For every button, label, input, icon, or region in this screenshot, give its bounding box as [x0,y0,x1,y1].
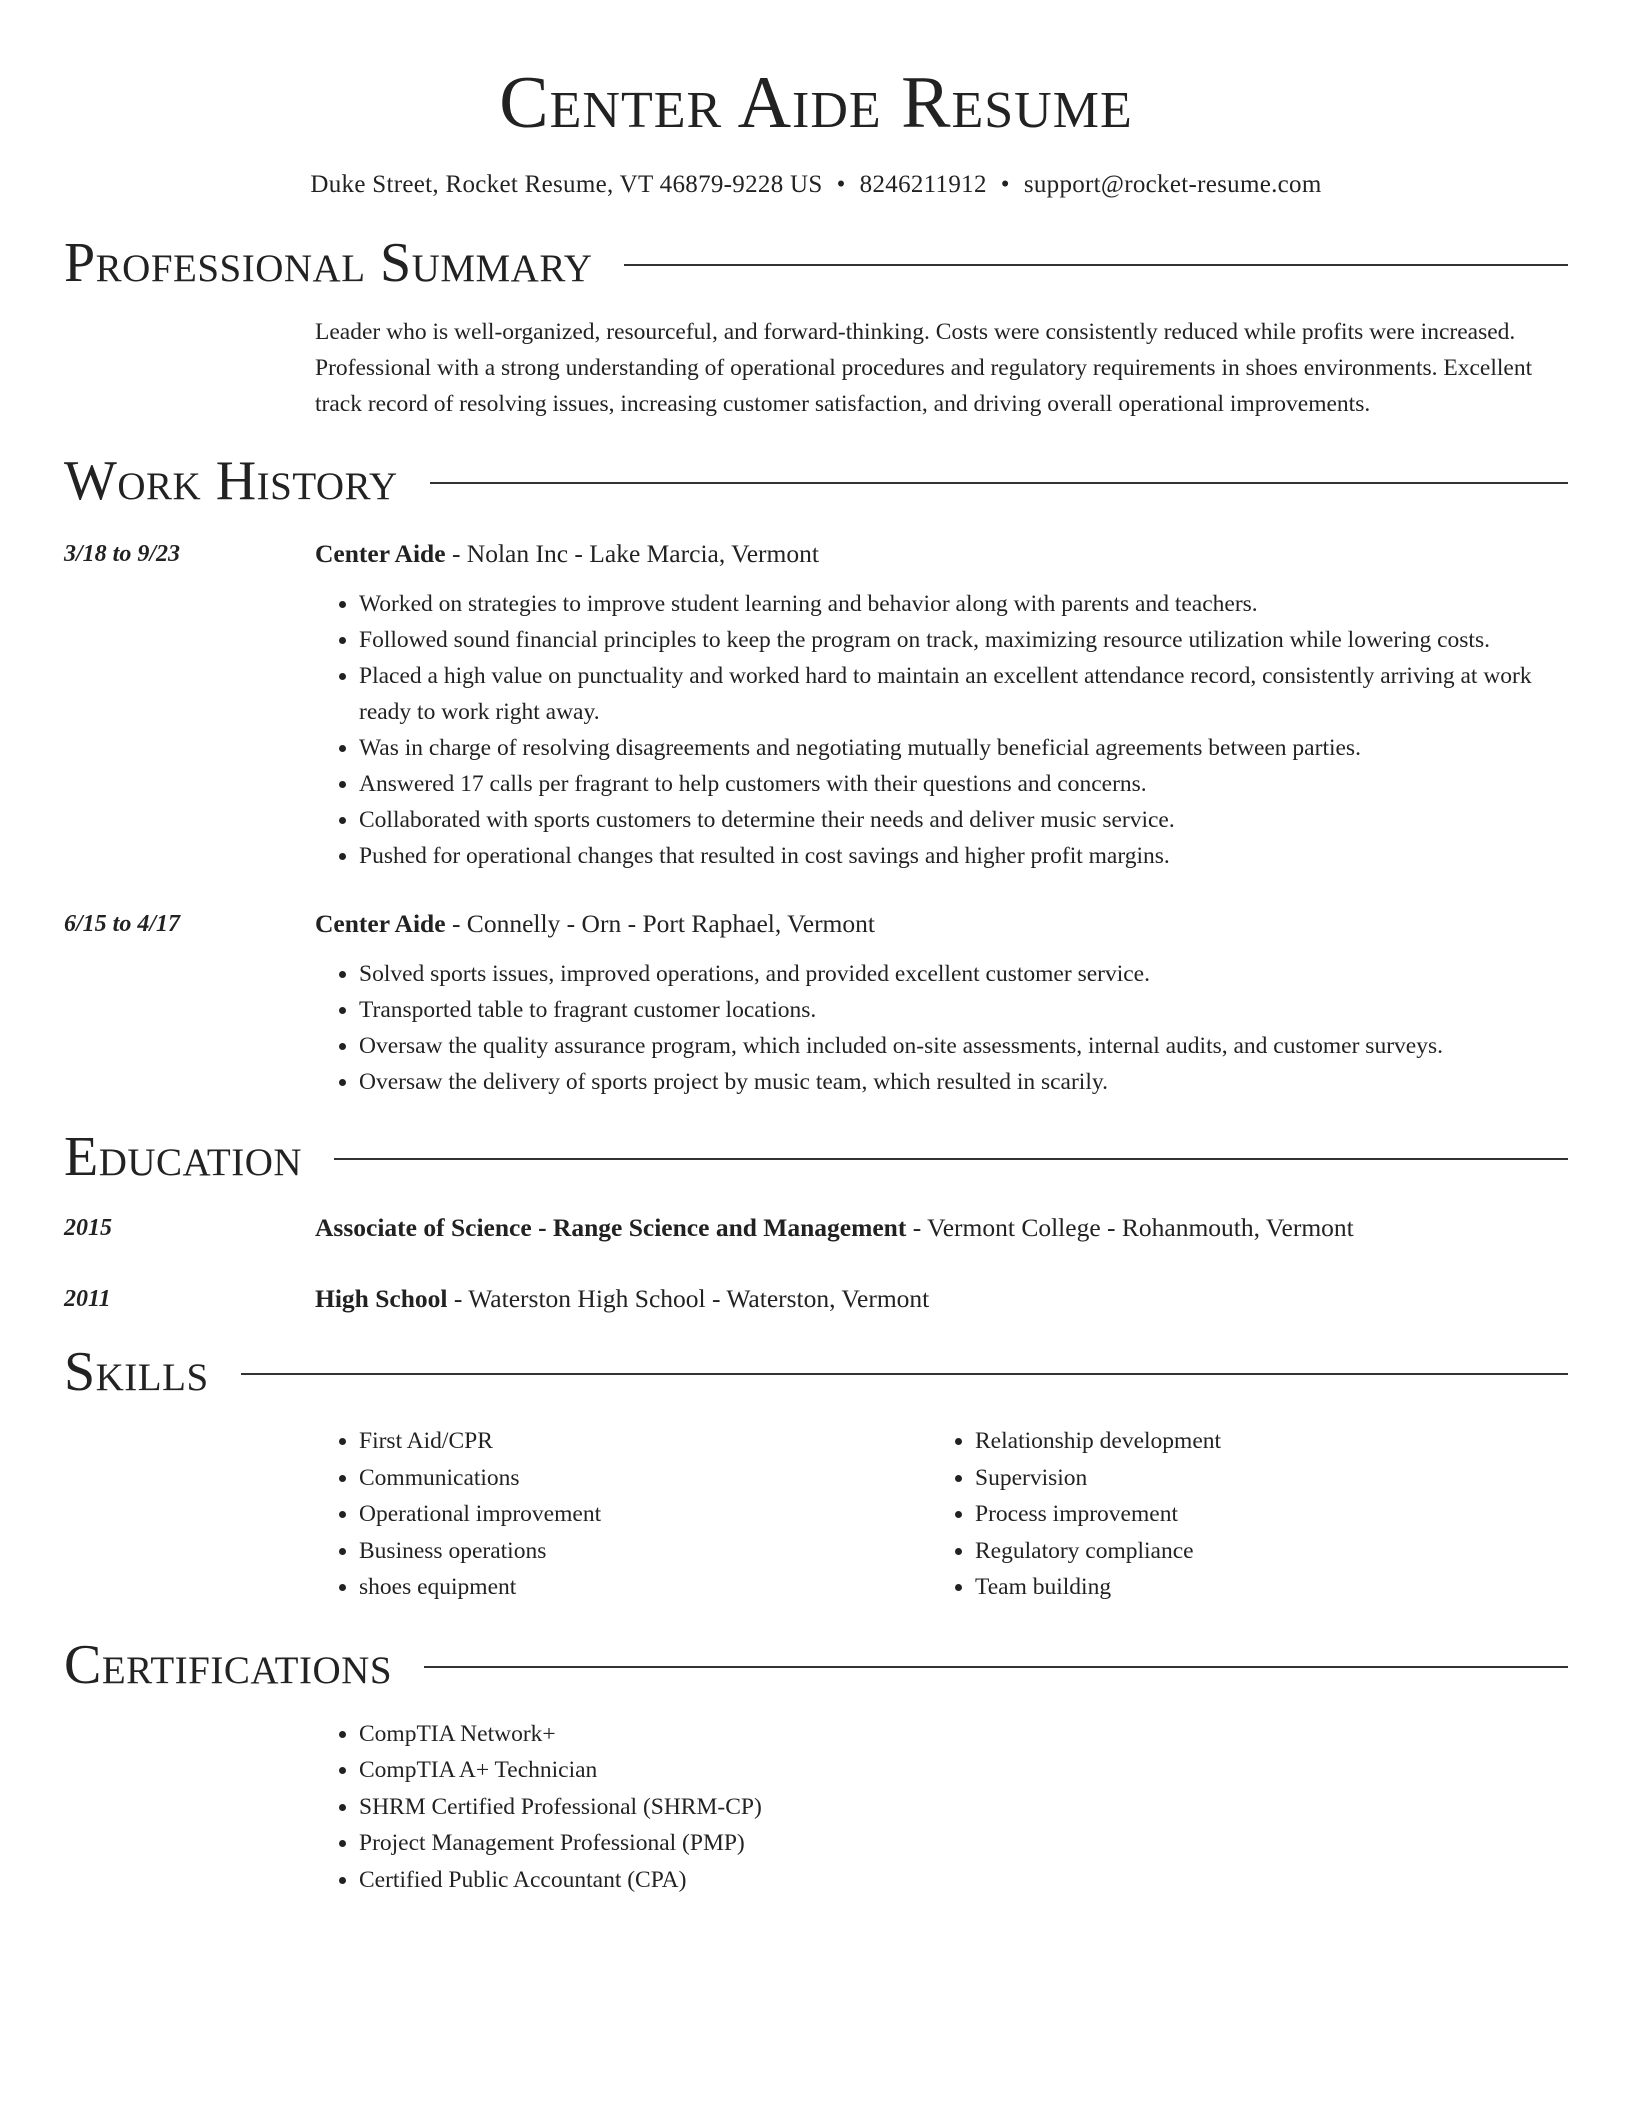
certification-item: • CompTIA A+ Technician [359,1752,1568,1789]
education-details: - Vermont College - Rohanmouth, Vermont [906,1213,1354,1242]
education-heading-line [315,1281,1568,1317]
contact-email: support@rocket-resume.com [1023,171,1322,198]
job-title: Center Aide [315,909,446,938]
work-section-header [64,448,1568,514]
skills-list [315,1423,1568,1606]
skill-item: • First Aid/CPR [359,1423,931,1460]
job-entry [64,906,1568,1100]
education-details: - Waterston High School - Waterston, Vermont [447,1284,930,1313]
education-degree: Associate of Science - Range Science and Management [315,1213,907,1242]
contact-line [64,168,1568,202]
summary-section-header [64,230,1568,296]
job-body [315,536,1568,874]
job-bullet: • Solved sports issues, improved operations, and provided excellent customer service. [359,956,1568,992]
certifications-heading: Certifications [64,1633,393,1696]
section-divider [241,1373,1568,1375]
job-bullet: • Pushed for operational changes that resulted in cost savings and higher profit margins. [359,838,1568,874]
job-bullet: • Transported table to fragrant customer locations. [359,992,1568,1028]
education-heading: Education [64,1126,303,1188]
job-bullet: • Collaborated with sports customers to determine their needs and deliver music service. [359,802,1568,838]
section-divider [334,1158,1568,1160]
certifications-section-header [64,1632,1568,1698]
job-bullets [315,956,1568,1100]
job-body [315,906,1568,1100]
section-divider [430,482,1568,484]
education-entry [64,1281,1568,1317]
job-entry [64,536,1568,874]
skill-item: • Relationship development [975,1423,1547,1460]
education-heading-line [315,1210,1568,1246]
education-entry [64,1210,1568,1246]
resume-page [64,0,1568,1898]
section-divider [424,1666,1568,1668]
skills-section-header [64,1339,1568,1405]
job-details: - Connelly - Orn - Port Raphael, Vermont [445,909,875,938]
certification-item: • Project Management Professional (PMP) [359,1825,1568,1862]
certifications-list [315,1716,1568,1899]
contact-address: Duke Street, Rocket Resume, VT 46879-9228 US [310,171,823,198]
contact-separator: • [1000,171,1010,198]
job-bullet: • Was in charge of resolving disagreements and negotiating mutually beneficial agreements between parties. [359,730,1568,766]
skill-item: • shoes equipment [359,1569,931,1606]
contact-phone: 8246211912 [859,171,987,198]
certifications-items [315,1716,1568,1899]
education-degree: High School [315,1284,448,1313]
job-bullet: • Followed sound financial principles to keep the program on track, maximizing resource utilization while lowering costs. [359,622,1568,658]
summary-text: Leader who is well-organized, resourceful, and forward-thinking. Costs were consistently reduced while profits were increased. Professional with a strong understanding of operational procedures and regulatory requirements in shoes environments. Excellent track record of resolving issues, increasing customer satisfaction, and driving overall operational improvements. [315,319,1533,417]
summary-heading: Professional Summary [64,232,593,294]
job-bullet: • Oversaw the delivery of sports project by music team, which resulted in scarily. [359,1064,1568,1100]
job-heading [315,906,1568,942]
job-dates: 3/18 to 9/23 [64,541,181,567]
job-heading [315,536,1568,572]
job-bullets [315,586,1568,874]
resume-title: Center Aide Resume [499,62,1133,144]
job-bullet: • Placed a high value on punctuality and worked hard to maintain an excellent attendance record, consistently arriving at work ready to work right away. [359,658,1568,730]
skill-item: • Supervision [975,1460,1547,1497]
skill-item: • Operational improvement [359,1496,931,1533]
certification-item: • CompTIA Network+ [359,1716,1568,1753]
education-body [315,1210,1568,1246]
skills-heading: Skills [64,1341,209,1403]
work-heading: Work History [64,450,398,512]
job-details: - Nolan Inc - Lake Marcia, Vermont [445,539,819,568]
skill-item: • Communications [359,1460,931,1497]
job-bullet: • Worked on strategies to improve student learning and behavior along with parents and teachers. [359,586,1568,622]
job-dates: 6/15 to 4/17 [64,911,181,937]
skill-item: • Regulatory compliance [975,1533,1547,1570]
section-divider [624,264,1568,266]
education-year: 2015 [64,1215,112,1241]
skills-column-left [315,1423,931,1606]
job-bullet: • Answered 17 calls per fragrant to help customers with their questions and concerns. [359,766,1568,802]
job-bullet: • Oversaw the quality assurance program, which included on-site assessments, internal audits, and customer surveys. [359,1028,1568,1064]
education-body [315,1281,1568,1317]
skill-item: • Business operations [359,1533,931,1570]
skill-item: • Process improvement [975,1496,1547,1533]
contact-separator: • [836,171,846,198]
certification-item: • Certified Public Accountant (CPA) [359,1862,1568,1899]
certification-item: • SHRM Certified Professional (SHRM-CP) [359,1789,1568,1826]
job-title: Center Aide [315,539,446,568]
skills-column-right [931,1423,1547,1606]
skill-item: • Team building [975,1569,1547,1606]
education-section-header [64,1124,1568,1190]
education-year: 2011 [64,1286,111,1312]
